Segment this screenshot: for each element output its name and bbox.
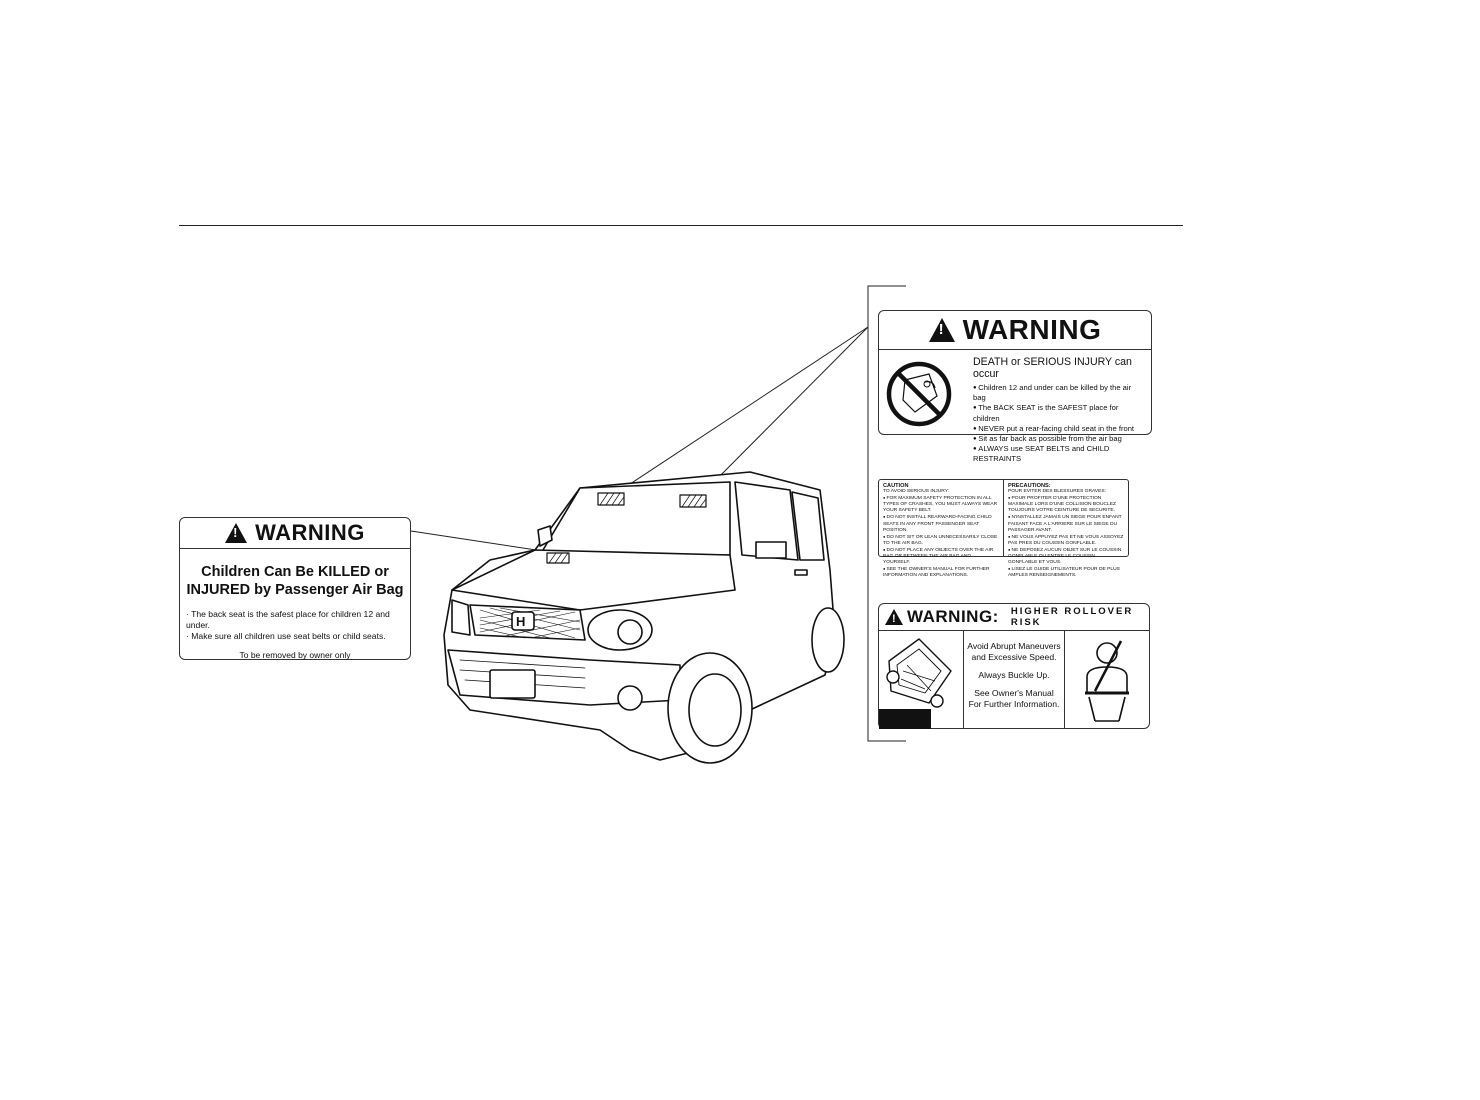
seatbelt-person-icon (1065, 631, 1149, 729)
warning-triangle-icon (225, 523, 247, 543)
removal-note: To be removed by owner only (239, 650, 351, 660)
list-item: ● LISEZ LE GUIDE UTILISATEUR POUR DE PLUS AMPLES RENSEIGNEMENTS. (1008, 566, 1124, 579)
list-item: ● NEVER put a rear-facing child seat in the front (973, 424, 1145, 434)
label-header (879, 311, 1151, 350)
rollover-instructions (964, 631, 1065, 729)
headline-line-1: Children Can Be KILLED or (201, 564, 389, 580)
label-header (879, 604, 1149, 631)
list-item: ● N'INSTALLEZ JAMAIS UN SIEGE POUR ENFANT FAISANT FACE A L'ARRIERE SUR LE SIEGE DU PASSAGER AVANT. (1008, 514, 1124, 533)
list-item: ● Children 12 and under can be killed by the air bag (973, 383, 1145, 403)
warning-triangle-icon (929, 318, 955, 342)
warning-word: WARNING: (907, 607, 999, 626)
list-item: ● ALWAYS use SEAT BELTS and CHILD RESTRAINTS (973, 444, 1145, 464)
headline (180, 563, 410, 599)
svg-text:H: H (516, 614, 526, 629)
label-header (180, 518, 410, 549)
instruction-line: Avoid Abrupt Maneuvers (967, 641, 1061, 651)
no-rear-facing-seat-icon (885, 360, 953, 428)
list-item: ● DO NOT PLACE ANY OBJECTS OVER THE AIR BAG OR BETWEEN THE AIR BAG AND YOURSELF. (883, 547, 999, 566)
precautions-title: PRECAUTIONS: (1008, 483, 1051, 489)
list-item: ● DO NOT SIT OR LEAN UNNECESSARILY CLOSE TO THE AIR BAG. (883, 534, 999, 547)
bullet-list (186, 609, 410, 642)
vehicle-illustration (430, 460, 850, 770)
caution-french-column (1003, 480, 1128, 579)
list-item: ● Sit as far back as possible from the air bag (973, 434, 1145, 444)
instruction-line: and Excessive Speed. (971, 652, 1057, 662)
warning-triangle-icon (885, 609, 903, 625)
subhead: DEATH or SERIOUS INJURY can occur (973, 356, 1132, 380)
headline-line-2: INJURED by Passenger Air Bag (186, 582, 404, 598)
rollover-vehicle-icon (879, 631, 964, 729)
sun-visor-airbag-warning-label (878, 310, 1152, 464)
list-item: ● The BACK SEAT is the SAFEST place for children (973, 403, 1145, 423)
rollover-risk-text: HIGHER ROLLOVER RISK (1010, 606, 1134, 628)
list-item: ● NE DEPOSEZ AUCUN OBJET SUR LE COUSSIN GONFLABLE OU ENTRE LE COUSSIN GONFLABLE ET VOUS. (1008, 547, 1124, 566)
precautions-subtitle: POUR EVITER DES BLESSURES GRAVES: (1008, 489, 1107, 495)
passenger-airbag-warning-label (179, 517, 411, 660)
list-item: ● NE VOUS APPUYEZ PAS ET NE VOUS ASSOYEZ PAS PRES DU COUSSIN GONFLABLE. (1008, 534, 1124, 547)
warning-word: WARNING (962, 314, 1102, 345)
caution-title: CAUTION (883, 483, 909, 489)
list-item: ● SEE THE OWNER'S MANUAL FOR FURTHER INFORMATION AND EXPLANATIONS. (883, 566, 999, 579)
instruction-line: For Further Information. (968, 699, 1060, 709)
list-item: ● FOR MAXIMUM SAFETY PROTECTION IN ALL TYPES OF CRASHES, YOU MUST ALWAYS WEAR YOUR SAFETY BELT. (883, 495, 999, 514)
warning-word: WARNING (255, 520, 365, 545)
bullet-list (883, 495, 999, 579)
instruction-line: Always Buckle Up. (978, 670, 1050, 680)
bullet-list (973, 383, 1145, 465)
caution-subtitle: TO AVOID SERIOUS INJURY: (883, 489, 950, 495)
list-item: ● DO NOT INSTALL REARWARD-FACING CHILD SEATS IN ANY FRONT PASSENGER SEAT POSITION. (883, 514, 999, 533)
caution-english-column (879, 480, 1003, 579)
list-item: · The back seat is the safest place for children 12 and under. (186, 609, 410, 631)
bullet-list (1008, 495, 1124, 579)
rollover-warning-label (878, 603, 1150, 729)
list-item: · Make sure all children use seat belts or child seats. (186, 631, 410, 642)
list-item: ● POUR PROFITER D'UNE PROTECTION MAXIMALE LORS D'UNE COLLISION BOUCLEZ TOUJOURS VOTRE CEINTURE DE SECURITE. (1008, 495, 1124, 514)
caution-bilingual-label (878, 479, 1129, 579)
instruction-line: See Owner's Manual (974, 688, 1054, 698)
